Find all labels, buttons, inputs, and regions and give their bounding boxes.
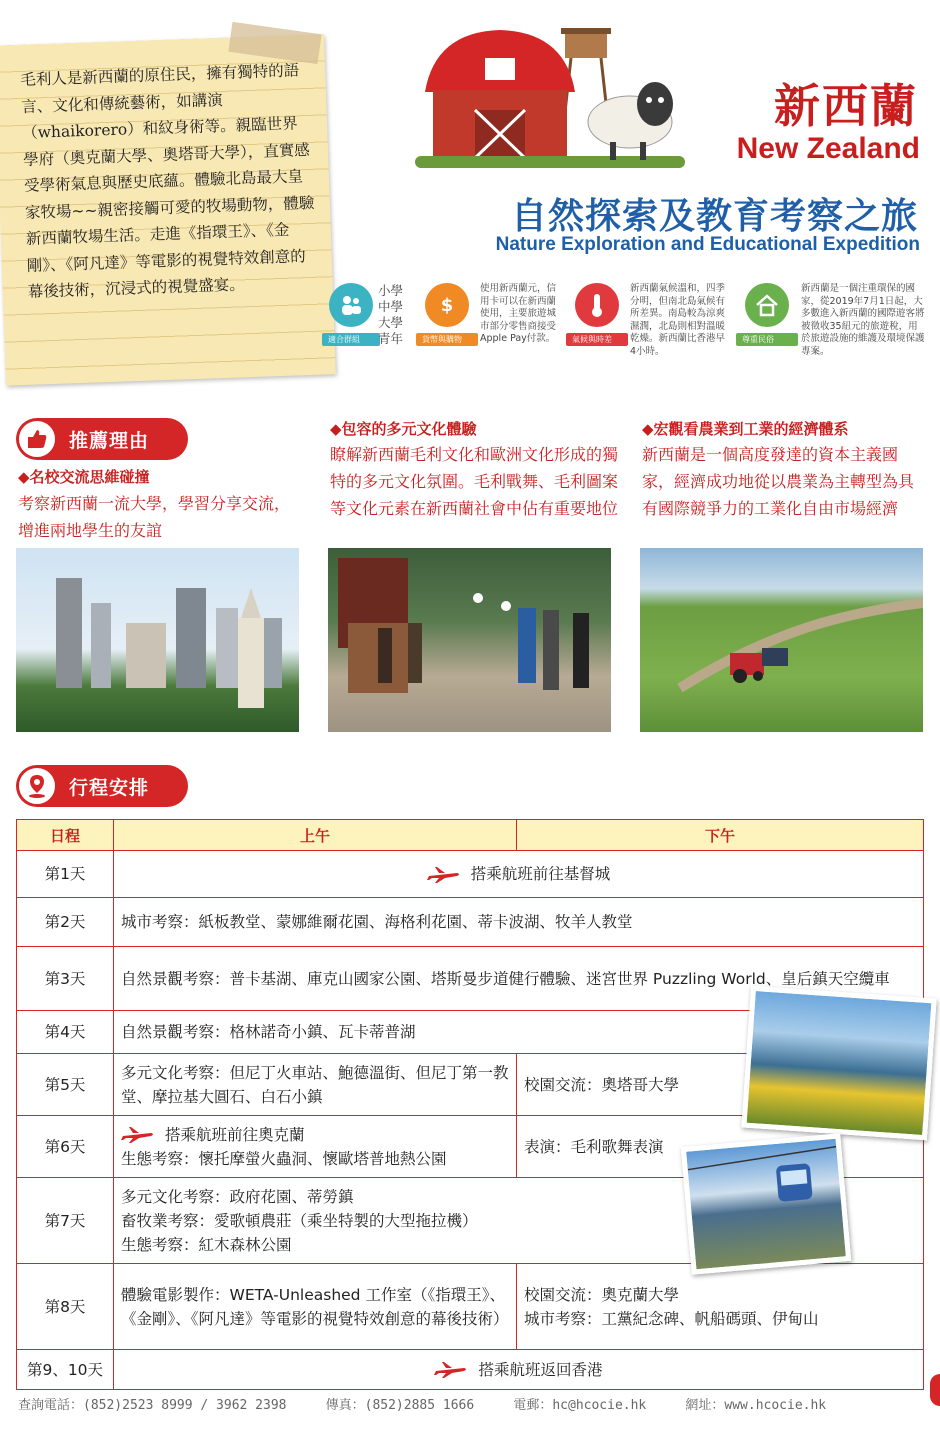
info-climate [566,283,628,346]
eco-text: 生態考察：懷托摩螢火蟲洞、懷歐塔普地熱公園 [121,1149,447,1168]
page-edge-marker [930,1374,940,1406]
day-cell: 第1天 [17,851,114,898]
level-secondary: 中學 [378,299,404,314]
activity-line: 城市考察：工黨紀念碑、帆船碼頭、伊甸山 [524,1309,819,1328]
activity-cell [114,851,924,898]
tag-customs: 尊重民俗 [736,333,798,346]
photo-gondola [681,1133,852,1274]
climate-text: 新西蘭氣候溫和，四季分明，但南北島氣候有所差異。南島較為涼爽濕潤，北島則相對溫暖乾燥。新西蘭比香港早4小時。 [630,283,726,357]
location-pin-icon [17,766,57,806]
day-cell: 第3天 [17,947,114,1011]
tag-suitable: 適合群組 [322,333,380,346]
day-cell: 第6天 [17,1116,114,1178]
level-university: 大學 [378,315,404,330]
activity-cell-pm [517,1264,924,1350]
activity-line: 生態考察：紅木森林公園 [121,1235,292,1254]
section-reasons-heading [16,418,188,460]
activity-line: 校園交流：奧克蘭大學 [524,1285,680,1304]
airplane-icon [434,1362,468,1378]
subtitle-en: Nature Exploration and Educational Expedition [495,234,920,255]
day-cell: 第4天 [17,1011,114,1054]
reason-3-text: 新西蘭是一個高度發達的資本主義國家，經濟成功地從以農業為主轉型為具有國際競爭力的工業化自由市場經濟 [642,445,915,518]
flight-text: 搭乘航班返回香港 [478,1360,603,1379]
reasons-title: 推薦理由 [69,429,150,452]
photo-maori-culture [328,548,611,732]
tag-currency: 貨幣與購物 [416,333,478,346]
day-cell: 第2天 [17,898,114,947]
itinerary-title: 行程安排 [69,776,150,799]
reason-3-title: ◆宏觀看農業到工業的經濟體系 [642,420,849,438]
day-cell: 第8天 [17,1264,114,1350]
col-pm: 下午 [517,820,924,851]
currency-icon: $ [425,283,469,327]
level-youth: 青年 [378,331,404,346]
activity-line: 多元文化考察：政府花園、蒂勞鎮 [121,1187,354,1206]
reason-1-title: ◆名校交流思維碰撞 [18,468,150,486]
airplane-icon [427,867,461,883]
reason-1-text: 考察新西蘭一流大學，學習分享交流，增進兩地學生的友誼 [18,494,291,540]
col-am: 上午 [114,820,517,851]
thermometer-icon [575,283,619,327]
col-day: 日程 [17,820,114,851]
table-row [17,898,924,947]
activity-cell-pm: 校園交流：奧塔哥大學 [517,1054,924,1116]
tag-climate: 氣候與時差 [566,333,628,346]
photo-farm-tractor [640,548,923,732]
activity-cell: 自然景觀考察：普卡基湖、庫克山國家公園、塔斯曼步道健行體驗、迷宮世界 Puzzling World、皇后鎮天空纜車 [114,947,924,1011]
day-cell: 第5天 [17,1054,114,1116]
title-en: New Zealand [736,132,920,165]
day-cell: 第9、10天 [17,1350,114,1390]
group-icon [329,283,373,327]
activity-cell-am [114,1116,517,1178]
day-cell: 第7天 [17,1178,114,1264]
house-icon [745,283,789,327]
activity-cell: 城市考察：紙板教堂、蒙娜維爾花園、海格利花園、蒂卡波湖、牧羊人教堂 [114,898,924,947]
activity-cell-pm: 表演：毛利歌舞表演 [517,1116,924,1178]
photo-lake-flowers [741,986,936,1141]
photo-city-skyline [16,548,299,732]
section-itinerary-heading [16,765,188,807]
table-row [17,851,924,898]
table-row [17,1350,924,1390]
table-row [17,1264,924,1350]
table-header-row [17,820,924,851]
activity-cell-am: 體驗電影製作：WETA-Unleashed 工作室（《指環王》、《金剛》、《阿凡達》等電影的視覺特效創意的幕後技術） [114,1264,517,1350]
flight-text: 搭乘航班前往基督城 [470,865,611,883]
airplane-icon [121,1127,155,1143]
reason-2-text: 瞭解新西蘭毛利文化和歐洲文化形成的獨特的多元文化氛圍。毛利戰舞、毛利圖案等文化元素在新西蘭社會中佔有重要地位 [330,445,619,518]
activity-cell: 自然景觀考察：格林諾奇小鎮、瓦卡蒂普湖 [114,1011,924,1054]
reason-2-title: ◆包容的多元文化體驗 [330,420,477,438]
info-suitable [322,283,380,346]
activity-cell-am: 多元文化考察：但尼丁火車站、鮑德溫街、但尼丁第一教堂、摩拉基大圓石、白石小鎮 [114,1054,517,1116]
title-cn: 新西蘭 [774,79,918,133]
subtitle-cn: 自然探索及教育考察之旅 [510,196,918,237]
thumbs-up-icon [17,419,57,459]
barn-sheep-illustration [415,22,685,172]
customs-text: 新西蘭是一個注重環保的國家，從2019年7月1日起，大多數進入新西蘭的國際遊客將被徵收35紐元的旅遊稅，用於旅遊設施的維護及環境保護專案。 [801,283,925,357]
flight-line [121,1123,509,1147]
footer-contact: 查詢電話：(852)2523 8999 / 3962 2398 傳真：(852)2885 1666 電郵：hc@hcocie.hk 網址：www.hcocie.hk [18,1398,827,1413]
currency-text: 使用新西蘭元，信用卡可以在新西蘭使用，主要旅遊城市部分零售商接受Apple Pay付款。 [480,283,557,344]
activity-line: 畜牧業考察：愛歌頓農莊（乘坐特製的大型拖拉機） [121,1211,478,1230]
flight-text: 搭乘航班前往奧克蘭 [165,1125,305,1144]
level-primary: 小學 [378,283,404,298]
activity-cell [114,1350,924,1390]
intro-text: 毛利人是新西蘭的原住民，擁有獨特的語言、文化和傳統藝術，如講演（whaikorero）和紋身術等。親臨世界學府（奧克蘭大學、奧塔哥大學），直實感受學術氣息與歷史底蘊。體驗北島最大皇家牧場~~親密接觸可愛的牧場動物，體驗新西蘭牧場生活。走進《指環王》、《金剛》、《阿凡達》等電影的視覺特效創意的幕後技術，沉浸式的視覺盛宴。 [20,61,315,301]
levels-list [378,283,403,347]
info-customs [736,283,798,346]
info-currency [416,283,478,346]
